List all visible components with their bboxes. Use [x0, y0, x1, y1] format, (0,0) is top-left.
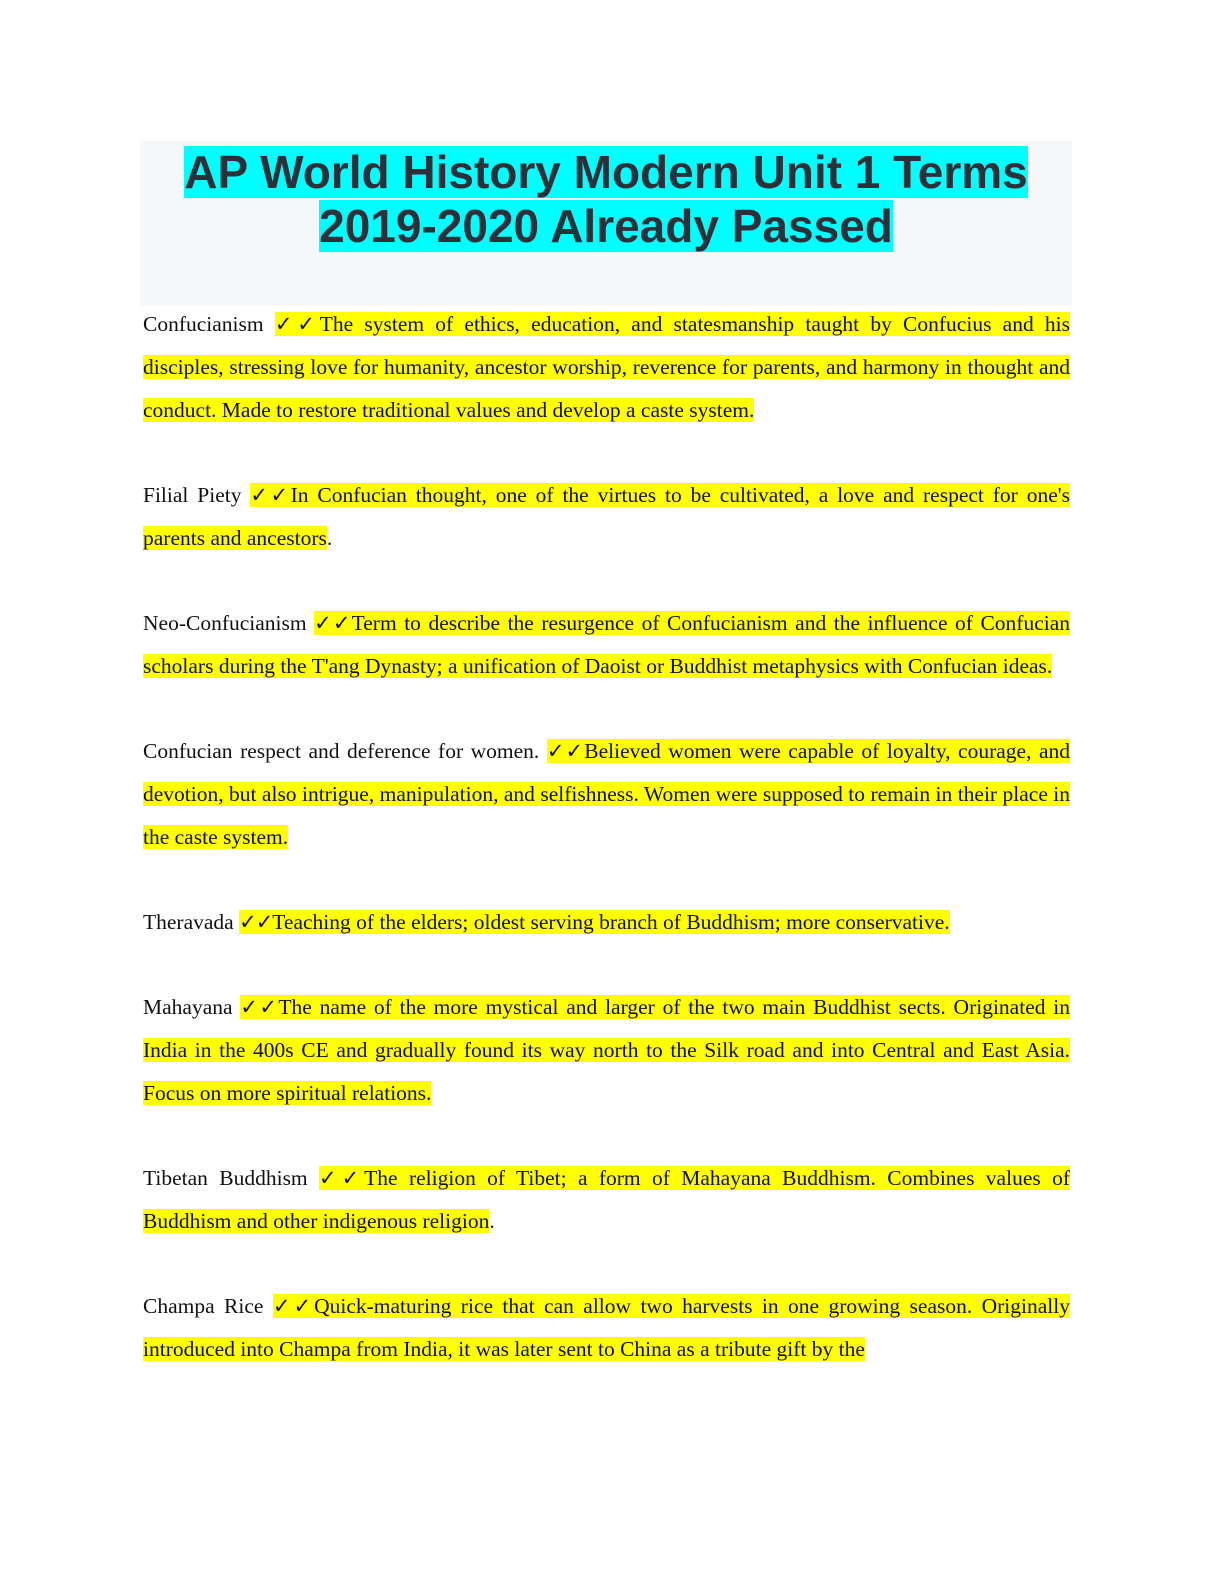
term-definition: Teaching of the elders; oldest serving branch of Buddhism; more conservative. [272, 910, 950, 934]
term-definition: Term to describe the resurgence of Confucianism and the influence of Confucian scholars during the T'ang Dynasty; a unification of Daoist or Buddhist metaphysics with Confucian ideas. [143, 611, 1070, 678]
term-entry-neo-confucianism [143, 602, 1070, 688]
term-tail: . [326, 526, 333, 550]
term-definition: In Confucian thought, one of the virtues to be cultivated, a love and respect for one's parents and ancestors [143, 483, 1070, 550]
term-entry-filial-piety [143, 474, 1070, 560]
check-mark-icon: ✓✓ [319, 1166, 365, 1190]
term-entry-confucianism [143, 303, 1070, 432]
document-title [140, 141, 1072, 253]
term-name: Neo-Confucianism [143, 611, 307, 635]
check-mark-icon: ✓✓ [314, 611, 352, 635]
term-name: Tibetan Buddhism [143, 1166, 308, 1190]
term-definition: The religion of Tibet; a form of Mahayana Buddhism. Combines values of Buddhism and other indigenous religion [143, 1166, 1070, 1233]
term-entry-theravada [143, 901, 1070, 944]
check-mark-icon: ✓✓ [250, 483, 291, 507]
check-mark-icon: ✓✓ [546, 739, 585, 763]
term-definition: Quick-maturing rice that can allow two harvests in one growing season. Originally introduced into Champa from India, it was later sent to China as a tribute gift by the [143, 1294, 1070, 1361]
term-entry-champa-rice [143, 1285, 1070, 1371]
term-list [143, 303, 1070, 1371]
check-mark-icon: ✓✓ [272, 1294, 315, 1318]
document-title-text: AP World History Modern Unit 1 Terms 2019-2020 Already Passed [184, 146, 1028, 252]
term-definition: The name of the more mystical and larger of the two main Buddhist sects. Originated in India in the 400s CE and gradually found its way north to the Silk road and into Central and East Asia. Focus on more spiritual relations. [143, 995, 1070, 1105]
title-banner [140, 141, 1072, 306]
check-mark-icon: ✓✓ [239, 910, 273, 934]
term-name: Filial Piety [143, 483, 242, 507]
term-name: Confucianism [143, 312, 264, 336]
term-entry-mahayana [143, 986, 1070, 1115]
term-name: Confucian respect and deference for women. [143, 739, 540, 763]
term-definition: The system of ethics, education, and statesmanship taught by Confucius and his disciples, stressing love for humanity, ancestor worship, reverence for parents, and harmony in thought and conduct. Made to restore traditional values and develop a caste system. [143, 312, 1070, 422]
term-name: Champa Rice [143, 1294, 264, 1318]
check-mark-icon: ✓✓ [274, 312, 320, 336]
term-tail: . [489, 1209, 495, 1233]
term-entry-tibetan-buddhism [143, 1157, 1070, 1243]
term-name: Theravada [143, 910, 234, 934]
term-name: Mahayana [143, 995, 233, 1019]
check-mark-icon: ✓✓ [240, 995, 279, 1019]
term-entry-confucian-women [143, 730, 1070, 859]
term-definition: Believed women were capable of loyalty, courage, and devotion, but also intrigue, manipulation, and selfishness. Women were supposed to remain in their place in the caste system. [143, 739, 1071, 849]
